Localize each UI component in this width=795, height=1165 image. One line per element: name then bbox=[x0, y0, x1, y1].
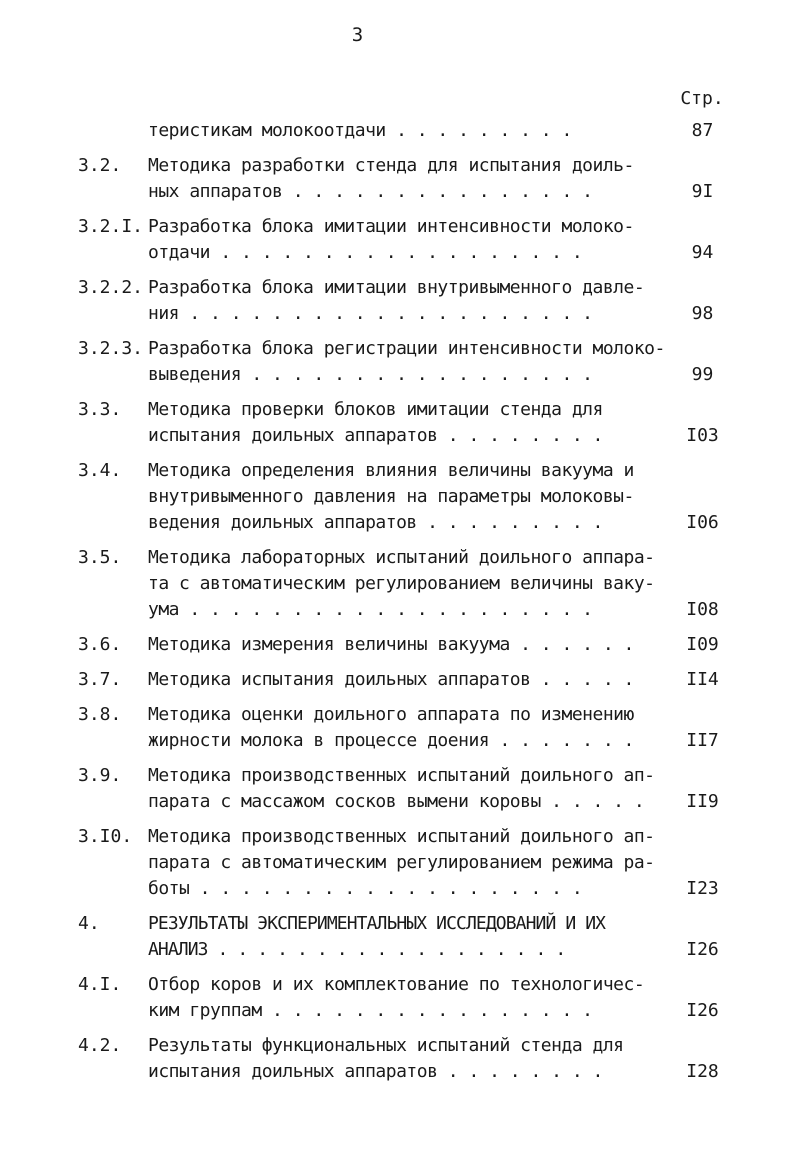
toc-entry-title: Методика испытания доильных аппаратов . . . . . bbox=[148, 669, 634, 690]
toc-entry-page: I26 bbox=[686, 939, 719, 960]
toc-entry-title: ведения доильных аппаратов . . . . . . . . . bbox=[148, 512, 603, 533]
toc-entry bbox=[0, 911, 795, 963]
toc-entry-line bbox=[0, 571, 795, 597]
toc-entry-page: I23 bbox=[686, 878, 719, 899]
toc-entry-title: Методика определения влияния величины вакуума и bbox=[148, 460, 634, 481]
toc-entry-page: I09 bbox=[686, 634, 719, 655]
toc-entry-title: Методика проверки блоков имитации стенда для bbox=[148, 399, 603, 420]
toc-entry-title: отдачи . . . . . . . . . . . . . . . . . . bbox=[148, 242, 583, 263]
toc-entry-line bbox=[0, 510, 795, 536]
toc-entry-line bbox=[0, 179, 795, 205]
toc-entry bbox=[0, 214, 795, 266]
toc-entry-line bbox=[0, 911, 795, 937]
toc-entry-title: ния . . . . . . . . . . . . . . . . . . . . bbox=[148, 303, 593, 324]
toc-entry bbox=[0, 667, 795, 693]
toc-entry-line bbox=[0, 1033, 795, 1059]
toc-entry-title: та с автоматическим регулированием величины ваку- bbox=[148, 573, 655, 594]
toc-entry-page: I28 bbox=[686, 1061, 719, 1082]
toc-entry-number: 3.2.I. bbox=[78, 216, 144, 237]
toc-entry bbox=[0, 153, 795, 205]
toc-entry-number: 3.I0. bbox=[78, 826, 133, 847]
toc-entry-title: Методика производственных испытаний доильного ап- bbox=[148, 765, 655, 786]
toc-entry-title: испытания доильных аппаратов . . . . . . . . bbox=[148, 1061, 603, 1082]
toc-entry-line bbox=[0, 876, 795, 902]
toc-entry-title: Результаты функциональных испытаний стенда для bbox=[148, 1035, 624, 1056]
toc-entry-title: испытания доильных аппаратов . . . . . . . . bbox=[148, 425, 603, 446]
toc-entry bbox=[0, 275, 795, 327]
toc-entry-line bbox=[0, 998, 795, 1024]
toc-entry bbox=[0, 824, 795, 902]
toc-entry-number: 3.7. bbox=[78, 669, 122, 690]
toc-entry-title: Разработка блока имитации внутривыменного давле- bbox=[148, 277, 645, 298]
toc-entry-number: 3.2. bbox=[78, 155, 122, 176]
toc-entry-title: Методика производственных испытаний доильного ап- bbox=[148, 826, 655, 847]
toc-entry bbox=[0, 702, 795, 754]
toc-entry-number: 3.2.3. bbox=[78, 338, 144, 359]
toc-entry-line bbox=[0, 336, 795, 362]
toc-entry-line bbox=[0, 458, 795, 484]
toc-entry-number: 4. bbox=[78, 913, 100, 934]
toc-entry-title: Методика оценки доильного аппарата по изменению bbox=[148, 704, 634, 725]
toc-entry-line bbox=[0, 275, 795, 301]
toc-entry-page: II9 bbox=[686, 791, 719, 812]
toc-entry-title: внутривыменного давления на параметры молоковы- bbox=[148, 486, 634, 507]
toc-entry-line bbox=[0, 789, 795, 815]
toc-entry-title: Методика разработки стенда для испытания доиль- bbox=[148, 155, 634, 176]
toc-entry-page: I08 bbox=[686, 599, 719, 620]
toc-entry-line bbox=[0, 362, 795, 388]
toc-entry-number: 3.8. bbox=[78, 704, 122, 725]
toc-entry-line bbox=[0, 632, 795, 658]
page-column-label: Стр. bbox=[680, 88, 724, 109]
toc-entry-title: парата с автоматическим регулированием режима ра- bbox=[148, 852, 655, 873]
toc-entry-line bbox=[0, 545, 795, 571]
toc-entry bbox=[0, 545, 795, 623]
toc-entry-page: II7 bbox=[686, 730, 719, 751]
toc-entry-line bbox=[0, 118, 795, 144]
toc-entry-line bbox=[0, 597, 795, 623]
toc-entry-title: ных аппаратов . . . . . . . . . . . . . . . bbox=[148, 181, 593, 202]
toc-entry bbox=[0, 397, 795, 449]
toc-entry bbox=[0, 336, 795, 388]
toc-entry-title: ума . . . . . . . . . . . . . . . . . . . . bbox=[148, 599, 593, 620]
toc-entry-page: 87 bbox=[691, 120, 714, 141]
toc-entry-number: 3.5. bbox=[78, 547, 122, 568]
toc-entry bbox=[0, 118, 795, 144]
toc-entry-page: 9I bbox=[691, 181, 714, 202]
toc-entry-page: 98 bbox=[691, 303, 714, 324]
toc-entry-title: выведения . . . . . . . . . . . . . . . . . bbox=[148, 364, 593, 385]
toc-entry bbox=[0, 458, 795, 536]
toc-entry bbox=[0, 632, 795, 658]
toc-entry-line bbox=[0, 667, 795, 693]
toc-entry-line bbox=[0, 397, 795, 423]
toc-entry-title: боты . . . . . . . . . . . . . . . . . . . bbox=[148, 878, 583, 899]
toc-entry-number: 4.2. bbox=[78, 1035, 122, 1056]
toc-entry-title: теристикам молокоотдачи . . . . . . . . . bbox=[148, 120, 572, 141]
toc-entry-number: 3.4. bbox=[78, 460, 122, 481]
toc-entry-title: Разработка блока регистрации интенсивности молоко- bbox=[148, 338, 665, 359]
page-number: 3 bbox=[351, 24, 364, 46]
toc-entry-line bbox=[0, 937, 795, 963]
toc-entry-line bbox=[0, 240, 795, 266]
toc-entry-line bbox=[0, 728, 795, 754]
toc-entry-page: I06 bbox=[686, 512, 719, 533]
toc-entry-line bbox=[0, 214, 795, 240]
toc-entry-page: I26 bbox=[686, 1000, 719, 1021]
toc-entry-page: I03 bbox=[686, 425, 719, 446]
toc-entry-line bbox=[0, 1059, 795, 1085]
toc-entry bbox=[0, 1033, 795, 1085]
toc-entry-line bbox=[0, 484, 795, 510]
toc-entry-number: 3.9. bbox=[78, 765, 122, 786]
toc-entry-title: АНАЛИЗ . . . . . . . . . . . . . . . . . . bbox=[148, 939, 566, 960]
toc-entry-title: Отбор коров и их комплектование по технологичес- bbox=[148, 974, 645, 995]
toc-entry-line bbox=[0, 972, 795, 998]
toc-entry-title: Методика измерения величины вакуума . . . . . . bbox=[148, 634, 634, 655]
toc-entry-number: 3.2.2. bbox=[78, 277, 144, 298]
toc-entry-page: 94 bbox=[691, 242, 714, 263]
toc-entry-title: Разработка блока имитации интенсивности молоко- bbox=[148, 216, 634, 237]
toc-entry-line bbox=[0, 763, 795, 789]
toc-entry-page: 99 bbox=[691, 364, 714, 385]
toc-entry-title: жирности молока в процессе доения . . . . . . . bbox=[148, 730, 634, 751]
toc-entry-number: 4.I. bbox=[78, 974, 122, 995]
toc-entry-title: ким группам . . . . . . . . . . . . . . . . bbox=[148, 1000, 593, 1021]
toc-entry-page: II4 bbox=[686, 669, 719, 690]
toc-entry-number: 3.6. bbox=[78, 634, 122, 655]
toc-entry-number: 3.3. bbox=[78, 399, 122, 420]
toc-entry-line bbox=[0, 423, 795, 449]
toc-entry bbox=[0, 763, 795, 815]
toc-entry-line bbox=[0, 850, 795, 876]
table-of-contents bbox=[0, 118, 795, 1094]
toc-entry-line bbox=[0, 702, 795, 728]
toc-entry-line bbox=[0, 153, 795, 179]
toc-entry-line bbox=[0, 824, 795, 850]
toc-entry-line bbox=[0, 301, 795, 327]
toc-entry bbox=[0, 972, 795, 1024]
toc-entry-title: РЕЗУЛЬТАТЫ ЭКСПЕРИМЕНТАЛЬНЫХ ИССЛЕДОВАНИЙ И ИХ bbox=[148, 913, 606, 934]
toc-entry-title: Методика лабораторных испытаний доильного аппара- bbox=[148, 547, 655, 568]
toc-entry-title: парата с массажом сосков вымени коровы . . . . . bbox=[148, 791, 645, 812]
